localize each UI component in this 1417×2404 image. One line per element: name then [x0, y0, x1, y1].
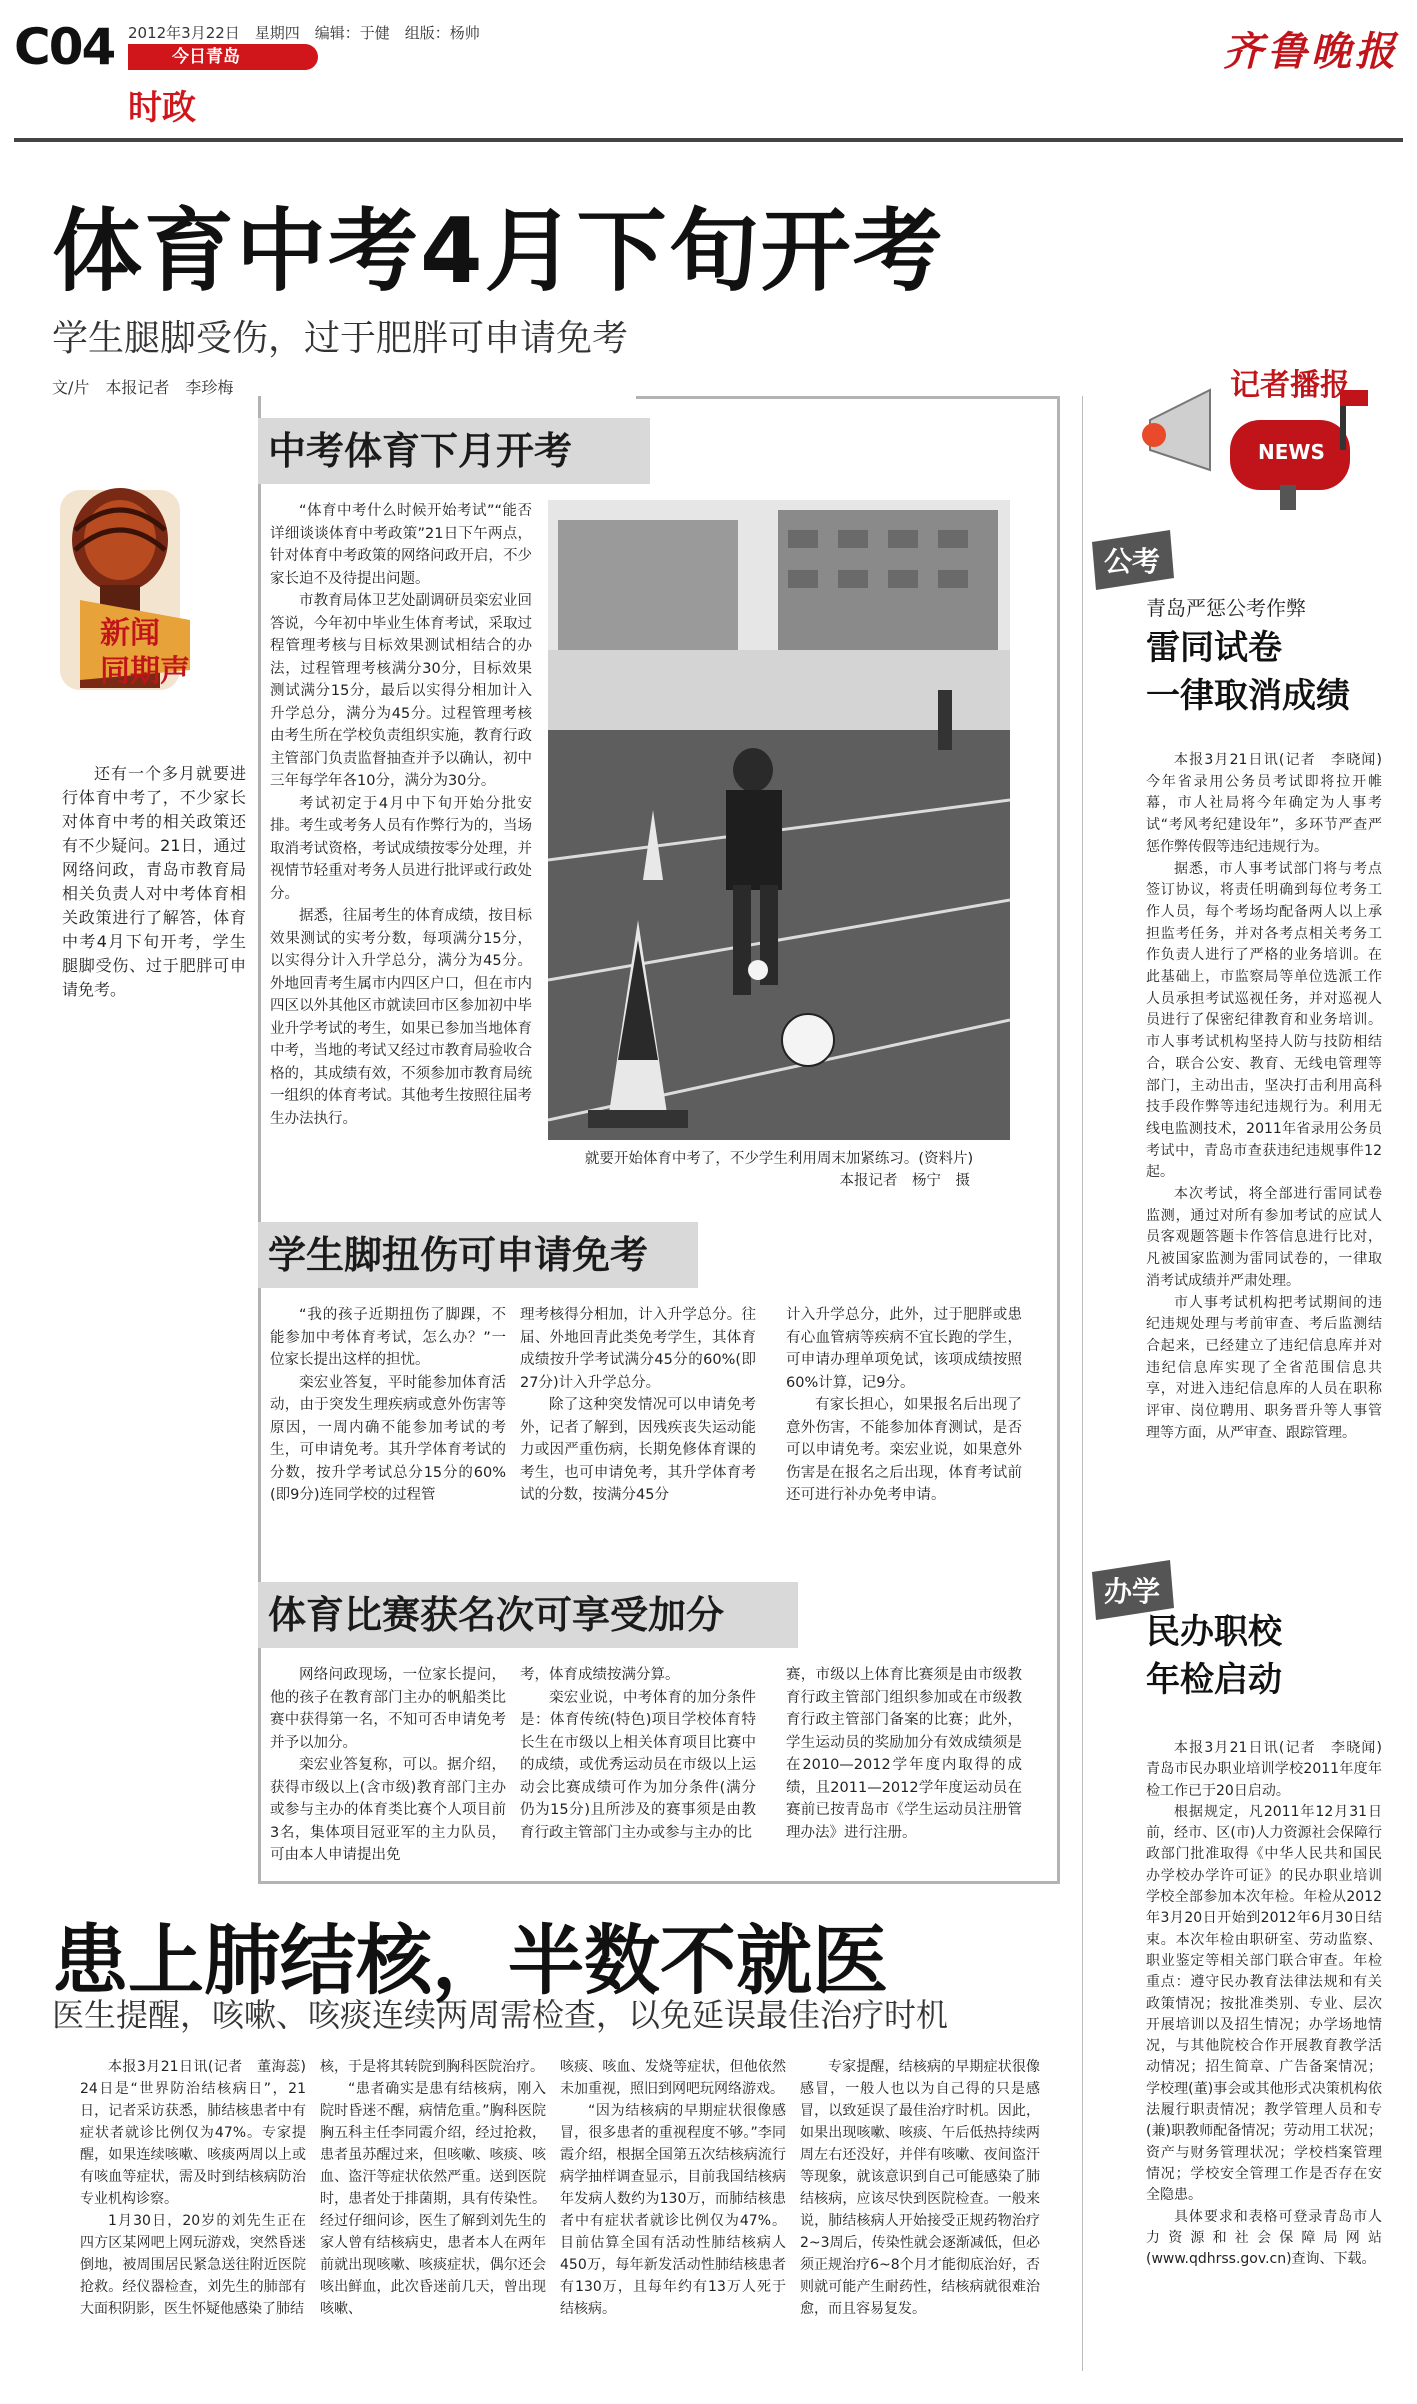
- photo-caption-text: 就要开始体育中考了，不少学生利用周末加紧练习。(资料片): [584, 1151, 974, 1167]
- story1-title-line2: 一律取消成绩: [1146, 676, 1350, 716]
- bottom-subtitle: 医生提醒，咳嗽、咳痰连续两周需检查，以免延误最佳治疗时机: [52, 1996, 949, 2034]
- bottom-c4p1: 专家提醒，结核病的早期症状很像感冒，一般人也以为自己得的只是感冒，以致延误了最佳治疗时机。因此，如果出现咳嗽、咳痰、午后低热持续两周左右还没好，并伴有咳嗽、夜间盗汗等现象，就该意识到自己可能感染了肺结核病，应该尽快到医院检查。一般来说，肺结核病人开始接受正规药物治疗2~3周后，传染性就会逐渐减低，但必须正规治疗6~8个月才能彻底治好，否则就可能产生耐药性，结核病就很难治愈，而且容易复发。: [800, 2059, 1040, 2317]
- story2-tag-label: 办学: [1104, 1575, 1161, 1608]
- bottom-c1p2: 1月30日，20岁的刘先生正在四方区某网吧上网玩游戏，突然昏迷倒地，被周围居民紧急送往附近医院抢救。经仪器检查，刘先生的肺部有大面积阴影，医生怀疑他感染了肺结: [80, 2213, 306, 2317]
- section2-c3p2: 有家长担心，如果报名后出现了意外伤害，不能参加体育测试，是否可以申请免考。栾宏业说，如果意外伤害是在报名之后出现，体育考试前还可进行补办免考申请。: [786, 1397, 1022, 1503]
- sidebar-divider: [1082, 396, 1083, 2371]
- story1-body: [1146, 750, 1396, 1445]
- lead-photo: [548, 500, 1010, 1140]
- story1-p1: 本报3月21日讯(记者 李晓闻) 今年省录用公务员考试即将拉开帷幕，市人社局将今年确定为人事考试“考风考纪建设年”，多环节严查严惩作弊传假等违纪违规行为。: [1146, 752, 1396, 855]
- story2-title-line2: 年检启动: [1146, 1660, 1282, 1700]
- story2-body: [1146, 1738, 1396, 2270]
- section1-body: [270, 500, 532, 1130]
- story2-title: [1146, 1608, 1282, 1704]
- section3-col1: [270, 1664, 506, 1867]
- story1-tag: [1086, 528, 1176, 592]
- bottom-title: 患上肺结核，半数不就医: [52, 1916, 888, 2005]
- bottom-col2: [320, 2056, 546, 2320]
- bottom-c3p2: “因为结核病的早期症状很像感冒，很多患者的重视程度不够。”李同霞介绍，根据全国第五次结核病流行病学抽样调查显示，目前我国结核病年发病人数约为130万，而肺结核患者中有症状者就诊比例仅为47%。目前估算全国有活动性肺结核病人450万，每年新发活动性肺结核患者有130万，且每年约有13万人死于结核病。: [560, 2103, 786, 2317]
- section2-c1p1: “我的孩子近期扭伤了脚踝，不能参加中考体育考试，怎么办？”一位家长提出这样的担忧。: [270, 1307, 506, 1368]
- story2-p3: 具体要求和表格可登录青岛市人力资源和社会保障局网站(www.qdhrss.gov.cn)查询、下载。: [1146, 2208, 1382, 2268]
- section1-heading: 中考体育下月开考: [258, 418, 650, 484]
- photo-caption: [548, 1148, 1010, 1192]
- reporter-broadcast-badge: [1140, 360, 1380, 510]
- section-pill: 今日青岛: [128, 44, 318, 70]
- section2-col2: [520, 1304, 756, 1507]
- section2-c2p2: 除了这种突发情况可以申请免考外，记者了解到，因残疾丧失运动能力或因严重伤病，长期免修体育课的考生，也可申请免考，其升学体育考试的分数，按满分45分: [520, 1397, 756, 1503]
- masthead-logo: 齐鲁晚报: [1223, 28, 1399, 75]
- section2-c2p1: 理考核得分相加，计入升学总分。往届、外地回青此类免考学生，其体育成绩按升学考试满分45分的60%(即27分)计入升学总分。: [520, 1307, 756, 1391]
- story1-p2: 据悉，市人事考试部门将与考点签订协议，将责任明确到每位考务工作人员，每个考场均配备两人以上承担监考任务，并对各考点相关考务工作负责人进行了严格的业务培训。在此基础上，市监察局等单位选派工作人员承担考试巡视任务，并对巡视人员进行了保密纪律教育和业务培训。市人事考试机构坚持人防与技防相结合，联合公安、教育、无线电管理等部门，主动出击，坚决打击利用高科技手段作弊等违纪违规行为。利用无线电监测技术，2011年省录用公务员考试中，青岛市查获违纪违规事件12起。: [1146, 860, 1382, 1181]
- lead-subtitle: 学生腿脚受伤，过于肥胖可申请免考: [52, 318, 629, 359]
- story1-kicker: 青岛严惩公考作弊: [1146, 596, 1306, 620]
- story1-p4: 市人事考试机构把考试期间的违纪违规处理与考前审查、考后监测结合起来，已经建立了违纪信息库并对违纪信息库实现了全省范围信息共享，对进入违纪信息库的人员在职称评审、岗位聘用、职务晋升等人事管理等方面，从严审查、跟踪管理。: [1146, 1294, 1382, 1441]
- section1-p3: 考试初定于4月中下旬开始分批安排。考生或考务人员有作弊行为的，当场取消考试资格，考试成绩按零分处理，并视情节轻重对考务人员进行批评或行政处分。: [270, 795, 532, 902]
- story1-title-line1: 雷同试卷: [1146, 628, 1282, 668]
- story1-p3: 本次考试，将全部进行雷同试卷监测，通过对所有参加考试的应试人员客观题答题卡作答信息进行比对，凡被国家监测为雷同试卷的，一律取消考试成绩并严肃处理。: [1146, 1186, 1382, 1289]
- section3-c1p2: 栾宏业答复称，可以。据介绍，获得市级以上(含市级)教育部门主办或参与主办的体育类比赛个人项目前3名，集体项目冠亚军的主力队员，可由本人申请提出免: [270, 1757, 506, 1863]
- story1-tag-label: 公考: [1104, 545, 1161, 578]
- bottom-col3: [560, 2056, 786, 2320]
- badge-line2: 同期声: [100, 654, 190, 689]
- section2-c3p1: 计入升学总分，此外，过于肥胖或患有心血管病等疾病不宜长跑的学生，可申请办理单项免试，该项成绩按照60%计算，记9分。: [786, 1307, 1022, 1391]
- section-name: 时政: [128, 88, 196, 128]
- section1-p4: 据悉，往届考生的体育成绩，按目标效果测试的实考分数，每项满分15分，以实得分计入升学总分，满分为45分。外地回青考生属市内四区户口，但在市内四区以外其他区市就读回市区参加初中毕业升学考试的考生，如果已参加当地体育中考，当地的考试又经过市教育局验收合格的，其成绩有效，不须参加市教育局统一组织的体育考试。其他考生按照往届考生办法执行。: [270, 908, 532, 1127]
- section1-p2: 市教育局体卫艺处副调研员栾宏业回答说，今年初中毕业生体育考试，采取过程管理考核与目标效果测试相结合的办法，过程管理考核满分30分，目标效果测试满分15分，最后以实得分相加计入升学总分，满分为45分。过程管理考核由考生所在学校负责组织实施，教育行政主管部门负责监督抽查并予以确认，初中三年每学年各10分，满分为30分。: [270, 593, 532, 789]
- section3-c3p1: 赛，市级以上体育比赛须是由市级教育行政主管部门组织参加或在市级教育行政主管部门备案的比赛；此外，学生运动员的奖励加分有效成绩须是在2010—2012学年度内取得的成绩，且2011—2012学年度运动员在赛前已按青岛市《学生运动员注册管理办法》进行注册。: [786, 1667, 1022, 1841]
- bottom-c2p1: 核，于是将其转院到胸科医院治疗。: [320, 2059, 544, 2075]
- section3-c2p2: 栾宏业说，中考体育的加分条件是：体育传统(特色)项目学校体育特长生在市级以上相关体育项目比赛中的成绩，或优秀运动员在市级以上运动会比赛成绩可作为加分条件(满分仍为15分)且所涉及的赛事须是由教育行政主管部门主办或参与主办的比: [520, 1689, 756, 1841]
- badge-line1: 新闻: [100, 616, 160, 651]
- lead-frame-top: [636, 396, 1060, 399]
- page-number: C04: [14, 18, 115, 76]
- section2-c1p2: 栾宏业答复，平时能参加体育活动，由于突发生理疾病或意外伤害等原因，一周内确不能参加考试的考生，可申请免考。其升学体育考试的分数，按升学考试总分15分的60%(即9分)连同学校的过程管: [270, 1374, 506, 1503]
- issue-meta: 2012年3月22日 星期四 编辑：于健 组版：杨帅: [128, 24, 480, 42]
- lead-byline: 文/片 本报记者 李珍梅: [52, 378, 234, 397]
- bottom-col4: [800, 2056, 1040, 2320]
- lead-title: 体育中考4月下旬开考: [52, 199, 945, 304]
- story1-title: [1146, 624, 1350, 720]
- story2-title-line1: 民办职校: [1146, 1612, 1282, 1652]
- bottom-col1: [80, 2056, 320, 2320]
- bottom-c1p1: 本报3月21日讯(记者 董海蕊) 24日是“世界防治结核病日”，21日，记者采访获悉，肺结核患者中有症状者就诊比例仅为47%。专家提醒，如果连续咳嗽、咳痰两周以上或有咳血等症状，需及时到结核病防治专业机构诊察。: [80, 2059, 320, 2207]
- bottom-c2p2: “患者确实是患有结核病，刚入院时昏迷不醒，病情危重。”胸科医院胸五科主任李同霞介绍，经过抢救，患者虽苏醒过来，但咳嗽、咳痰、咳血、盗汗等症状依然严重。送到医院时，患者处于排菌期，具有传染性。经过仔细问诊，医生了解到刘先生的家人曾有结核病史，患者本人在两年前就出现咳嗽、咳痰症状，偶尔还会咳出鲜血，此次昏迷前几天，曾出现咳嗽、: [320, 2081, 546, 2317]
- microphone-icon: [40, 470, 260, 740]
- story2-p2: 根据规定，凡2011年12月31日前，经市、区(市)人力资源社会保障行政部门批准取得《中华人民共和国民办学校办学许可证》的民办职业培训学校全部参加本次年检。年检从2012年3月20日开始到2012年6月30日结束。本次年检由职研室、劳动监察、职业鉴定等相关部门联合审查。年检重点：遵守民办教育法律法规和有关政策情况；按批准类别、专业、层次开展培训以及招生情况；办学场地情况，与其他院校合作开展教育教学活动情况；招生简章、广告备案情况；学校理(董)事会或其他形式决策机构依法履行职责情况；教学管理人员和专(兼)职教师配备情况；劳动用工状况；资产与财务管理状况；学校档案管理情况；学校安全管理工作是否存在安全隐患。: [1146, 1803, 1382, 2204]
- story2-p1: 本报3月21日讯(记者 李晓闻) 青岛市民办职业培训学校2011年度年检工作已于20日启动。: [1146, 1740, 1396, 1799]
- section3-c1p1: 网络问政现场，一位家长提问，他的孩子在教育部门主办的帆船类比赛中获得第一名，不知可否申请免考并予以加分。: [270, 1667, 506, 1751]
- section1-p1: “体育中考什么时候开始考试”“能否详细谈谈体育中考政策”21日下午两点，针对体育中考政策的网络问政开启，不少家长迫不及待提出问题。: [270, 503, 532, 587]
- soccer-practice-illustration: [548, 500, 1010, 1140]
- section2-col3: [786, 1304, 1022, 1507]
- section3-col2: [520, 1664, 756, 1844]
- section3-heading: 体育比赛获名次可享受加分: [258, 1582, 798, 1648]
- section3-c2p1: 考，体育成绩按满分算。: [520, 1667, 680, 1683]
- photo-credit: 本报记者 杨宁 摄: [839, 1173, 970, 1189]
- bottom-c3p1: 咳痰、咳血、发烧等症状，但他依然未加重视，照旧到网吧玩网络游戏。: [560, 2059, 786, 2097]
- reporter-broadcast-label: 记者播报: [1230, 368, 1350, 403]
- section3-col3: [786, 1664, 1022, 1844]
- news-label: NEWS: [1258, 440, 1325, 464]
- news-echo-badge: [40, 470, 260, 740]
- section2-heading: 学生脚扭伤可申请免考: [258, 1222, 698, 1288]
- lead-intro: 还有一个多月就要进行体育中考了，不少家长对体育中考的相关政策还有不少疑问。21日，通过网络问政，青岛市教育局相关负责人对中考体育相关政策进行了解答，体育中考4月下旬开考，学生腿脚受伤、过于肥胖可申请免考。: [62, 764, 246, 999]
- section2-col1: [270, 1304, 506, 1507]
- header-rule: [14, 138, 1403, 142]
